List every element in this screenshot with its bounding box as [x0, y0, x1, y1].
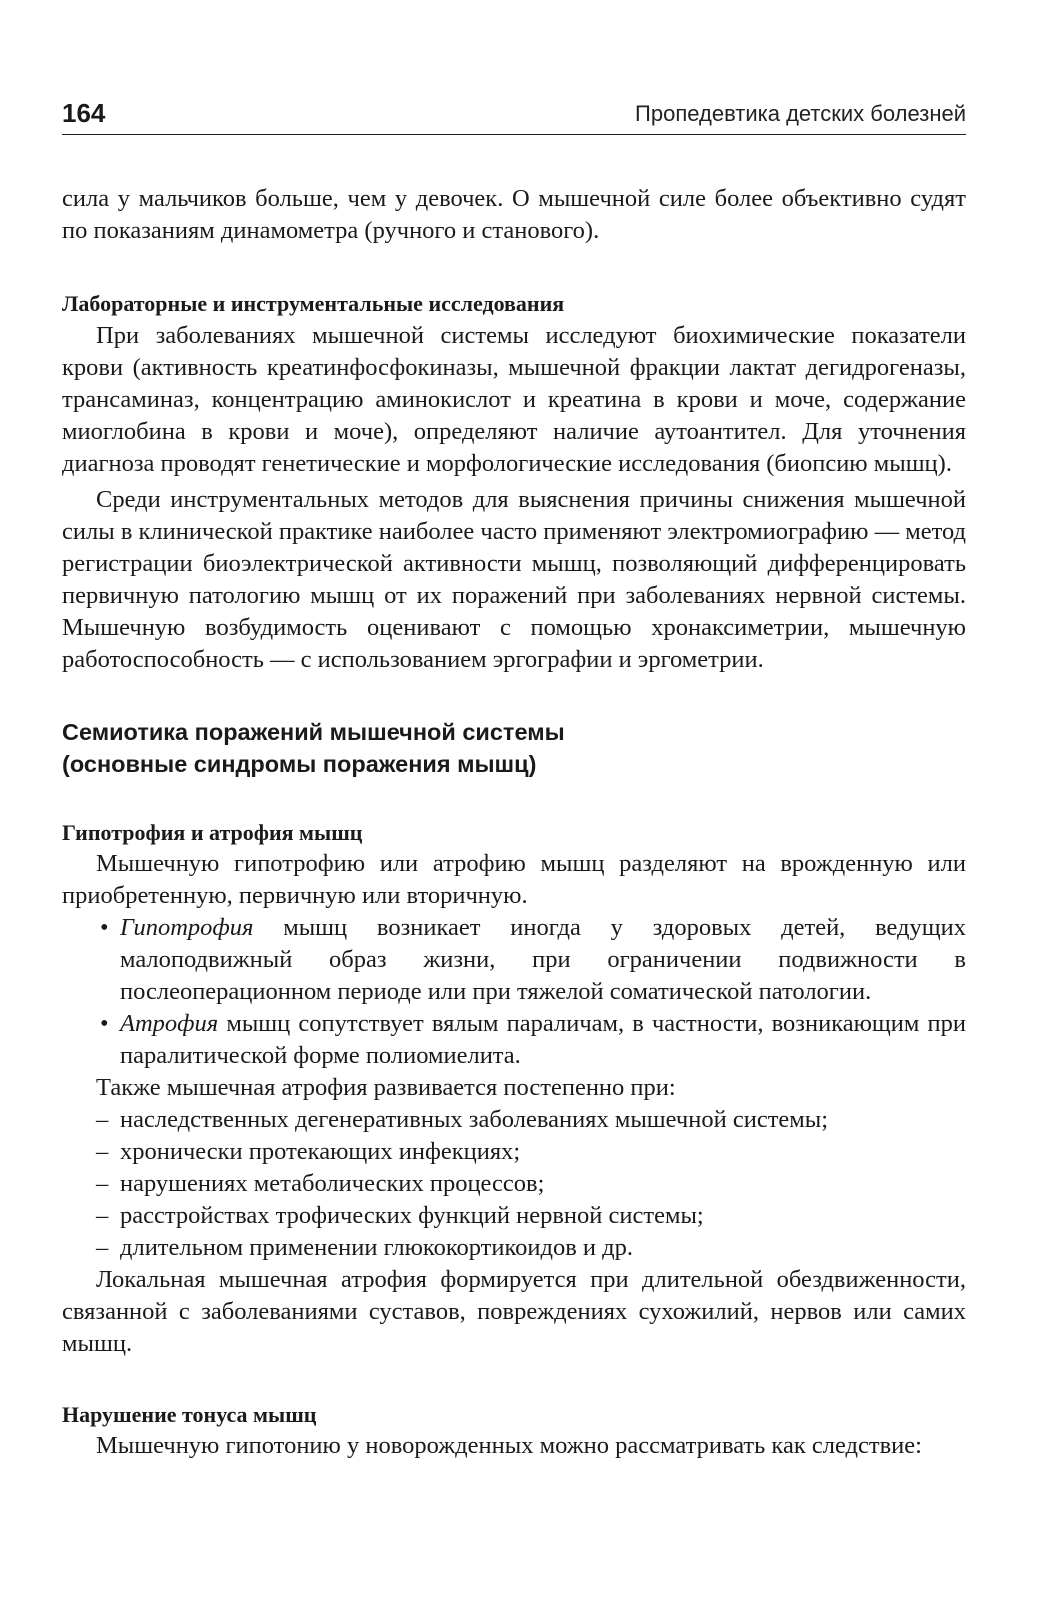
- dash-icon: –: [96, 1234, 109, 1261]
- page-header: [62, 94, 966, 135]
- intro-paragraph: сила у мальчиков больше, чем у девочек. О мышечной силе более объективно судят по показаниям динамометра (ручного и станового).: [62, 185, 966, 244]
- bullet-text: мышц возникает иногда у здоровых детей, ведущих малоподвижный образ жизни, при ограничении подвижности в послеоперационном периоде или при тяжелой соматической патологии.: [120, 914, 966, 1005]
- list-item-text: наследственных дегенеративных заболеваниях мышечной системы;: [120, 1106, 829, 1133]
- list-item-text: хронически протекающих инфекциях;: [120, 1138, 521, 1165]
- semiotics-title: [62, 716, 966, 780]
- list-item: [96, 1136, 966, 1168]
- dash-icon: –: [96, 1202, 109, 1229]
- semiotics-title-line-1: Семиотика поражений мышечной системы: [62, 719, 565, 745]
- list-item-text: нарушениях метаболических процессов;: [120, 1170, 545, 1197]
- tone-heading: Нарушение тонуса мышц: [62, 1402, 317, 1427]
- bullet-text: мышц сопутствует вялым параличам, в частности, возникающим при паралитической форме полиомиелита.: [120, 1010, 966, 1069]
- lab-heading: Лабораторные и инструментальные исследования: [62, 291, 565, 316]
- list-item-text: длительном применении глюкокортикоидов и др.: [120, 1234, 634, 1261]
- dash-icon: –: [96, 1170, 109, 1197]
- bullet-term: Атрофия: [120, 1010, 219, 1037]
- lab-paragraph-1: При заболеваниях мышечной системы исследуют биохимические показатели крови (активность креатинфосфокиназы, мышечной фракции лактат дегидрогеназы, трансаминаз, концентрацию аминокислот и креатина в крови и моче, содержание миоглобина в крови и моче), определяют наличие аутоантител. Для уточнения диагноза проводят генетические и морфологические исследования (биопсию мышц).: [62, 322, 966, 477]
- lab-paragraph-2: Среди инструментальных методов для выяснения причины снижения мышечной силы в клинической практике наиболее часто применяют электромиографию — метод регистрации биоэлектрической активности мышц, позволяющий дифференцировать первичную патологию мышц от их поражений при заболеваниях нервной системы. Мышечную возбудимость оценивают с помощью хронаксиметрии, мышечную работоспособность — с использованием эргографии и эргометрии.: [62, 486, 966, 673]
- atrophy-paragraph-3: Локальная мышечная атрофия формируется при длительной обездвиженности, связанной с заболеваниями суставов, повреждениях сухожилий, нервов или самих мышц.: [62, 1266, 966, 1357]
- atrophy-paragraph-2: Также мышечная атрофия развивается постепенно при:: [96, 1074, 676, 1101]
- list-item: [96, 1104, 966, 1136]
- bullet-icon: •: [100, 1010, 109, 1037]
- running-title: Пропедевтика детских болезней: [635, 101, 966, 126]
- atrophy-bullet-list: [62, 912, 966, 1072]
- list-item-text: расстройствах трофических функций нервной системы;: [120, 1202, 704, 1229]
- semiotics-title-line-2: (основные синдромы поражения мышц): [62, 751, 537, 777]
- page-number: 164: [62, 98, 106, 128]
- dash-icon: –: [96, 1138, 109, 1165]
- list-item: [96, 1168, 966, 1200]
- atrophy-causes-list: [96, 1104, 966, 1264]
- page-body: [62, 183, 966, 1462]
- bullet-icon: •: [100, 914, 109, 941]
- list-item: [96, 1232, 966, 1264]
- list-item: [62, 912, 966, 1008]
- list-item: [62, 1008, 966, 1072]
- dash-icon: –: [96, 1106, 109, 1133]
- atrophy-heading: Гипотрофия и атрофия мышц: [62, 820, 363, 845]
- tone-paragraph-1: Мышечную гипотонию у новорожденных можно рассматривать как следствие:: [96, 1432, 922, 1459]
- atrophy-paragraph-1: Мышечную гипотрофию или атрофию мышц разделяют на врожденную или приобретенную, первичную или вторичную.: [62, 850, 966, 909]
- bullet-term: Гипотрофия: [120, 914, 254, 941]
- list-item: [96, 1200, 966, 1232]
